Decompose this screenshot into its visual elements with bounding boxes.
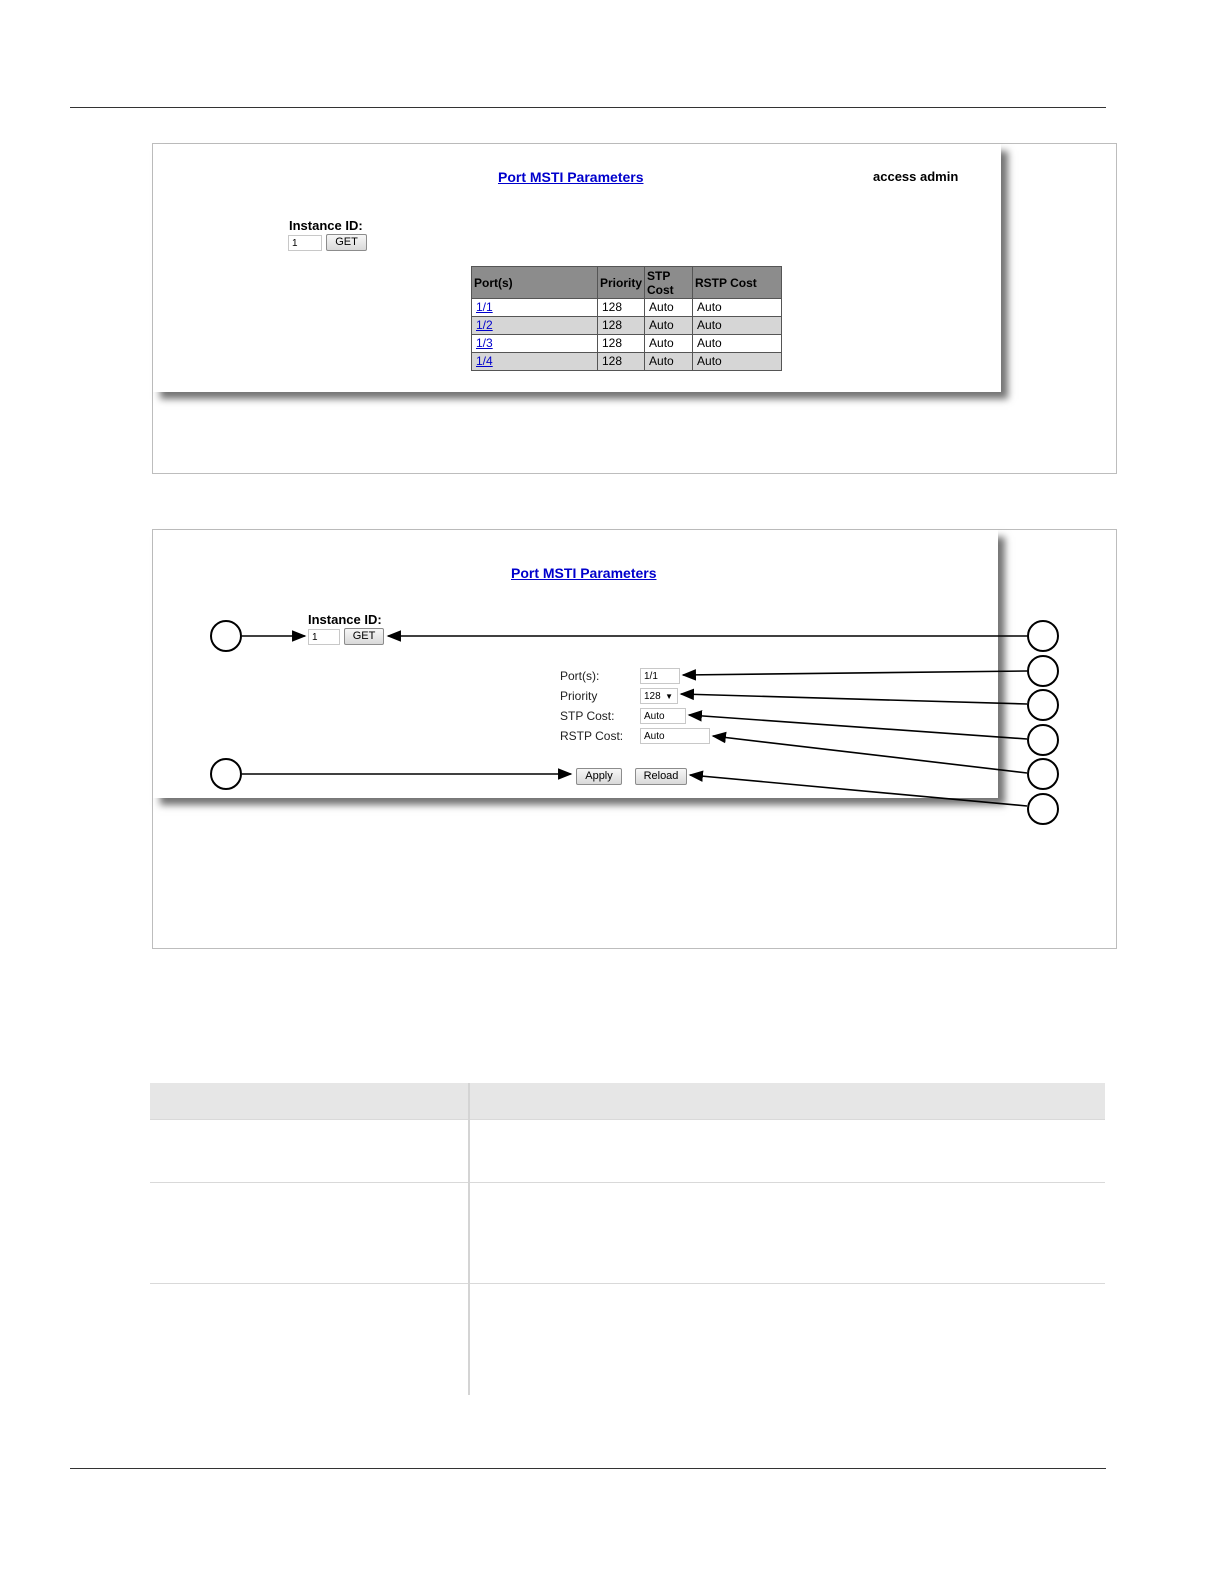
table-row	[472, 299, 782, 317]
parameter-cell	[150, 1120, 469, 1183]
parameter-description-table	[150, 1083, 1105, 1395]
callout-circle	[1027, 655, 1059, 687]
header-rule	[70, 107, 1106, 108]
footer-rule	[70, 1468, 1106, 1469]
table-row	[472, 353, 782, 371]
description-cell	[469, 1284, 1105, 1396]
description-cell	[469, 1183, 1105, 1284]
rstp-cost-cell: Auto	[693, 317, 782, 335]
rstp-cost-cell: Auto	[693, 299, 782, 317]
parameter-cell	[150, 1284, 469, 1396]
stp-cost-label: STP Cost:	[560, 709, 615, 723]
port-cell	[472, 299, 598, 317]
page-title-link[interactable]: Port MSTI Parameters	[511, 565, 657, 581]
callout-circle	[1027, 724, 1059, 756]
parameter-column-header	[150, 1083, 469, 1120]
stp-cost-cell: Auto	[645, 353, 693, 371]
callout-circle	[1027, 620, 1059, 652]
priority-cell: 128	[598, 335, 645, 353]
figure-port-msti-table	[152, 143, 1117, 474]
port-link[interactable]: 1/3	[476, 336, 493, 350]
table-row	[150, 1284, 1105, 1396]
instance-id-input[interactable]: 1	[288, 235, 322, 251]
callout-circle	[210, 758, 242, 790]
reload-button[interactable]: Reload	[635, 768, 687, 785]
instance-id-label: Instance ID:	[289, 218, 363, 233]
get-button[interactable]: GET	[344, 628, 384, 645]
port-link[interactable]: 1/2	[476, 318, 493, 332]
port-link[interactable]: 1/1	[476, 300, 493, 314]
col-header-stp-cost: STP Cost	[645, 267, 693, 299]
access-level-label: access admin	[873, 169, 959, 184]
table-header-row	[150, 1083, 1105, 1120]
instance-id-label: Instance ID:	[308, 612, 382, 627]
parameter-cell	[150, 1183, 469, 1284]
callout-circle	[1027, 793, 1059, 825]
col-header-ports: Port(s)	[472, 267, 598, 299]
callout-circle	[1027, 758, 1059, 790]
get-button[interactable]: GET	[326, 234, 367, 251]
priority-cell: 128	[598, 317, 645, 335]
figure-port-msti-form	[152, 529, 1117, 949]
priority-select[interactable]	[640, 688, 678, 704]
stp-cost-cell: Auto	[645, 335, 693, 353]
port-cell	[472, 335, 598, 353]
instance-id-input[interactable]: 1	[308, 629, 340, 645]
stp-cost-cell: Auto	[645, 317, 693, 335]
callout-circle	[210, 620, 242, 652]
apply-button[interactable]: Apply	[576, 768, 622, 785]
priority-cell: 128	[598, 353, 645, 371]
rstp-cost-cell: Auto	[693, 353, 782, 371]
table-row	[472, 335, 782, 353]
table-row	[150, 1120, 1105, 1183]
col-header-rstp-cost: RSTP Cost	[693, 267, 782, 299]
priority-value: 128	[644, 691, 661, 702]
rstp-cost-label: RSTP Cost:	[560, 729, 624, 743]
rstp-cost-cell: Auto	[693, 335, 782, 353]
port-cell	[472, 353, 598, 371]
ports-label: Port(s):	[560, 669, 600, 683]
col-header-priority: Priority	[598, 267, 645, 299]
description-column-header	[469, 1083, 1105, 1120]
port-link[interactable]: 1/4	[476, 354, 493, 368]
priority-label: Priority	[560, 689, 598, 703]
table-row	[472, 317, 782, 335]
stp-cost-cell: Auto	[645, 299, 693, 317]
table-row	[150, 1183, 1105, 1284]
table-header-row	[472, 267, 782, 299]
stp-cost-input[interactable]: Auto	[640, 708, 686, 724]
page-title-link[interactable]: Port MSTI Parameters	[498, 169, 644, 185]
description-cell	[469, 1120, 1105, 1183]
callout-circle	[1027, 689, 1059, 721]
port-cell	[472, 317, 598, 335]
chevron-down-icon: ▼	[665, 692, 673, 701]
rstp-cost-input[interactable]: Auto	[640, 728, 710, 744]
priority-cell: 128	[598, 299, 645, 317]
ports-input[interactable]: 1/1	[640, 668, 680, 684]
port-msti-table	[471, 266, 782, 371]
